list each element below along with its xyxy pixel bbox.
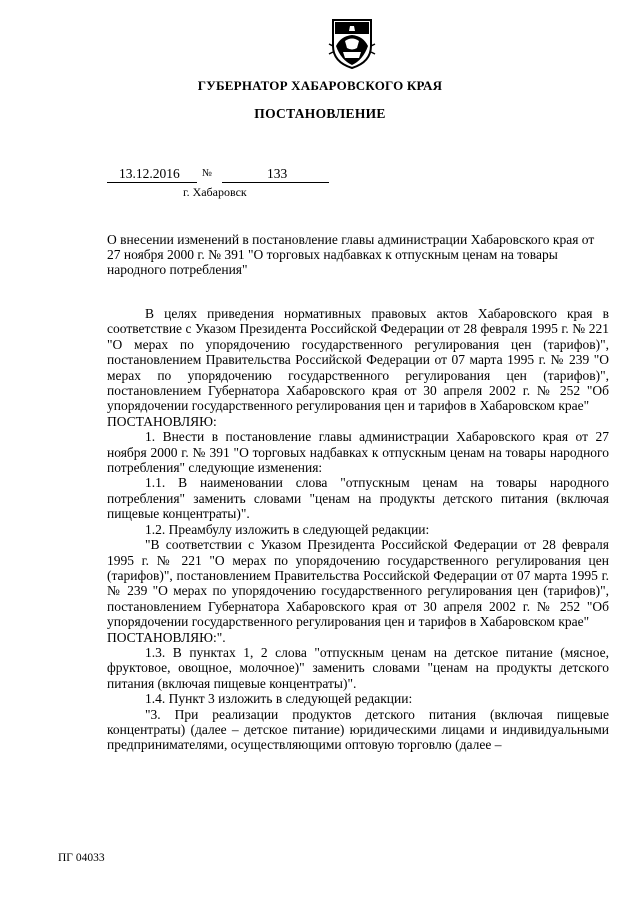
footer-code: ПГ 04033 — [58, 852, 105, 864]
preamble-paragraph: В целях приведения нормативных правовых актов Хабаровского края в соответствие с Указом Президента Российской Федерации от 28 февраля 1995 г. № 221 "О мерах по упорядочению государственного регулирования цен (тарифов)", постановлением Правительства Российской Федерации от 07 марта 1995 г. № 239 "О мерах по упорядочению государственного регулирования цен (тарифов)", постановлением Губернатора Хабаровского края от 30 апреля 2002 г. № 252 "Об упорядочении государственного регулирования цен и тарифов в Хабаровском крае" — [107, 306, 609, 414]
number-sign: № — [202, 168, 213, 179]
list-item: 1.4. Пункт 3 изложить в следующей редакции: — [145, 691, 413, 707]
number-underline — [222, 182, 329, 183]
list-item: 1.2. Преамбулу изложить в следующей редакции: — [145, 521, 430, 537]
quoted-point: "3. При реализации продуктов детского питания (включая пищевые концентраты) (далее – детское питание) юридическими лицами и индивидуальными предпринимателями, осуществляющими оптовую торговлю (далее – — [107, 706, 609, 753]
document-requisites — [107, 166, 337, 206]
organization-title: ГУБЕРНАТОР ХАБАРОВСКОГО КРАЯ — [197, 78, 443, 93]
decree-word: ПОСТАНОВЛЯЮ: — [107, 413, 217, 429]
document-body — [107, 306, 609, 753]
date-underline — [107, 182, 197, 183]
document-number: 133 — [267, 166, 288, 181]
document-date: 13.12.2016 — [119, 166, 180, 181]
document-subject: О внесении изменений в постановление главы администрации Хабаровского края от 27 ноября 2000 г. № 391 "О торговых надбавках к отпускным ценам на товары народного потребления" — [107, 232, 595, 278]
document-type: ПОСТАНОВЛЕНИЕ — [254, 106, 386, 121]
list-item: 1. Внести в постановление главы администрации Хабаровского края от 27 ноября 2000 г. № 391 "О торговых надбавках к отпускным ценам на товары народного потребления" следующие изменения: — [107, 429, 609, 476]
list-item: 1.3. В пунктах 1, 2 слова "отпускным ценам на детское питание (мясное, фруктовое, овощное, молочное)" заменить словами "ценам на продукты детского питания (включая пищевые концентраты)". — [107, 644, 609, 691]
quoted-decree-word: ПОСТАНОВЛЯЮ:". — [107, 629, 226, 645]
document-place: г. Хабаровск — [183, 185, 247, 199]
quoted-preamble: "В соответствии с Указом Президента Российской Федерации от 28 февраля 1995 г. № 221 "О мерах по упорядочению государственного регулирования цен (тарифов)", постановлением Правительства Российской Федерации от 07 марта 1995 г. № 239 "О мерах по упорядочению государственного регулирования цен (тарифов)", постановлением Губернатора Хабаровского края от 30 апреля 2002 г. № 252 "Об упорядочении государственного регулирования цен и тарифов в Хабаровском крае" — [107, 537, 609, 630]
list-item: 1.1. В наименовании слова "отпускным ценам на товары народного потребления" заменить словами "ценам на продукты детского питания (включая пищевые концентраты)". — [107, 475, 609, 522]
khabarovsk-krai-coat-of-arms-icon — [327, 16, 377, 70]
